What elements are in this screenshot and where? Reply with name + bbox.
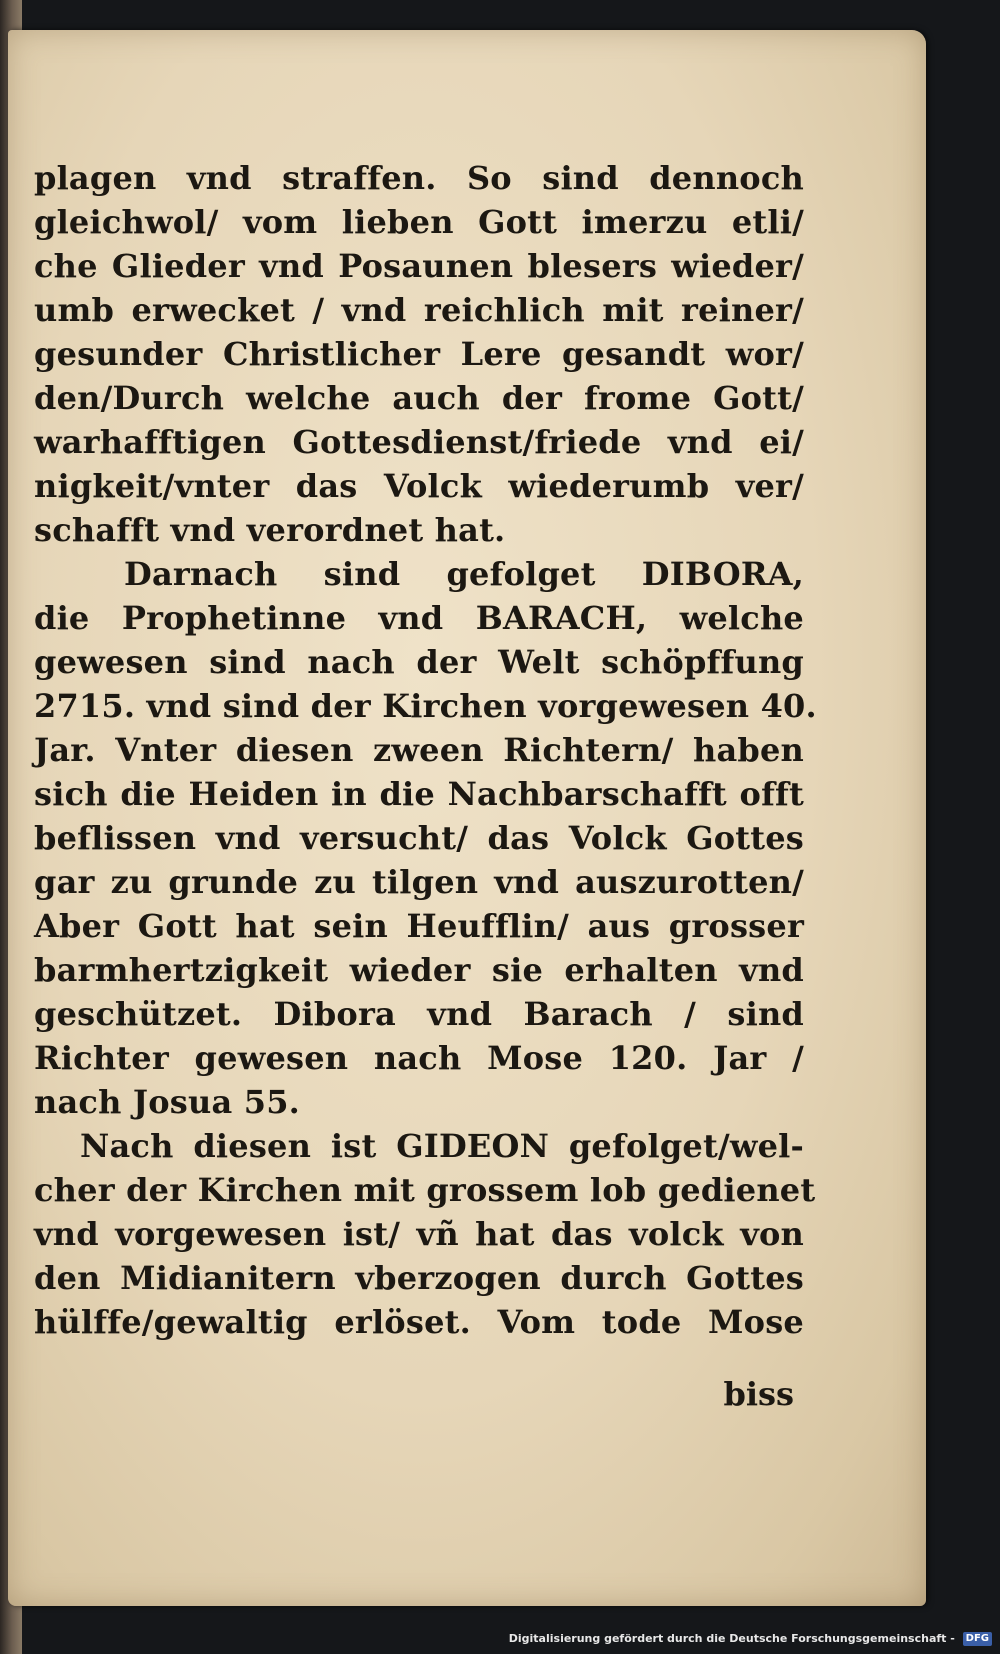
- text-line: hülffe/gewaltig erlöset. Vom tode Mose: [34, 1303, 804, 1341]
- text-line: geschützet. Dibora vnd Barach / sind: [34, 995, 804, 1033]
- text-line: gleichwol/ vom lieben Gott imerzu etli/: [34, 203, 804, 241]
- text-line: beflissen vnd versucht/ das Volck Gottes: [34, 819, 804, 857]
- text-line: umb erwecket / vnd reichlich mit reiner/: [34, 291, 804, 329]
- text-line: gar zu grunde zu tilgen vnd auszurotten/: [34, 863, 804, 901]
- text-line: Richter gewesen nach Mose 120. Jar /: [34, 1039, 804, 1077]
- text-line: che Glieder vnd Posaunen blesers wieder/: [34, 247, 804, 285]
- text-line: Darnach sind gefolget DIBORA,: [124, 555, 804, 593]
- text-line: warhafftigen Gottesdienst/friede vnd ei/: [34, 423, 804, 461]
- page-text: [34, 156, 817, 1344]
- text-line: Jar. Vnter diesen zween Richtern/ haben: [34, 731, 804, 769]
- text-line: plagen vnd straffen. So sind dennoch: [34, 159, 804, 197]
- text-line: Nach diesen ist GIDEON gefolget/wel-: [80, 1127, 804, 1165]
- text-line: die Prophetinne vnd BARACH, welche: [34, 599, 804, 637]
- text-line: barmhertzigkeit wieder sie erhalten vnd: [34, 951, 804, 989]
- text-line: vnd vorgewesen ist/ vñ hat das volck von: [34, 1215, 804, 1253]
- text-line: nigkeit/vnter das Volck wiederumb ver/: [34, 467, 804, 505]
- book-page: [8, 30, 926, 1606]
- text-line: gewesen sind nach der Welt schöpffung: [34, 643, 804, 681]
- text-line: sich die Heiden in die Nachbarschafft offt: [34, 775, 804, 813]
- dfg-logo: DFG: [963, 1632, 992, 1646]
- text-line: 2715. vnd sind der Kirchen vorgewesen 40.: [34, 687, 817, 725]
- funding-credit: [509, 1630, 992, 1648]
- funding-credit-text: Digitalisierung gefördert durch die Deutsche Forschungsgemeinschaft -: [508, 1632, 955, 1645]
- text-line: schafft vnd verordnet hat.: [34, 511, 506, 549]
- text-line: den Midianitern vberzogen durch Gottes: [34, 1259, 804, 1297]
- text-line: Aber Gott hat sein Heufflin/ aus grosser: [34, 907, 804, 945]
- text-line: gesunder Christlicher Lere gesandt wor/: [34, 335, 804, 373]
- text-line: nach Josua 55.: [34, 1083, 301, 1121]
- text-line: cher der Kirchen mit grossem lob gedienet: [34, 1171, 816, 1209]
- catchword: biss: [723, 1375, 794, 1413]
- text-line: den/Durch welche auch der frome Gott/: [34, 379, 804, 417]
